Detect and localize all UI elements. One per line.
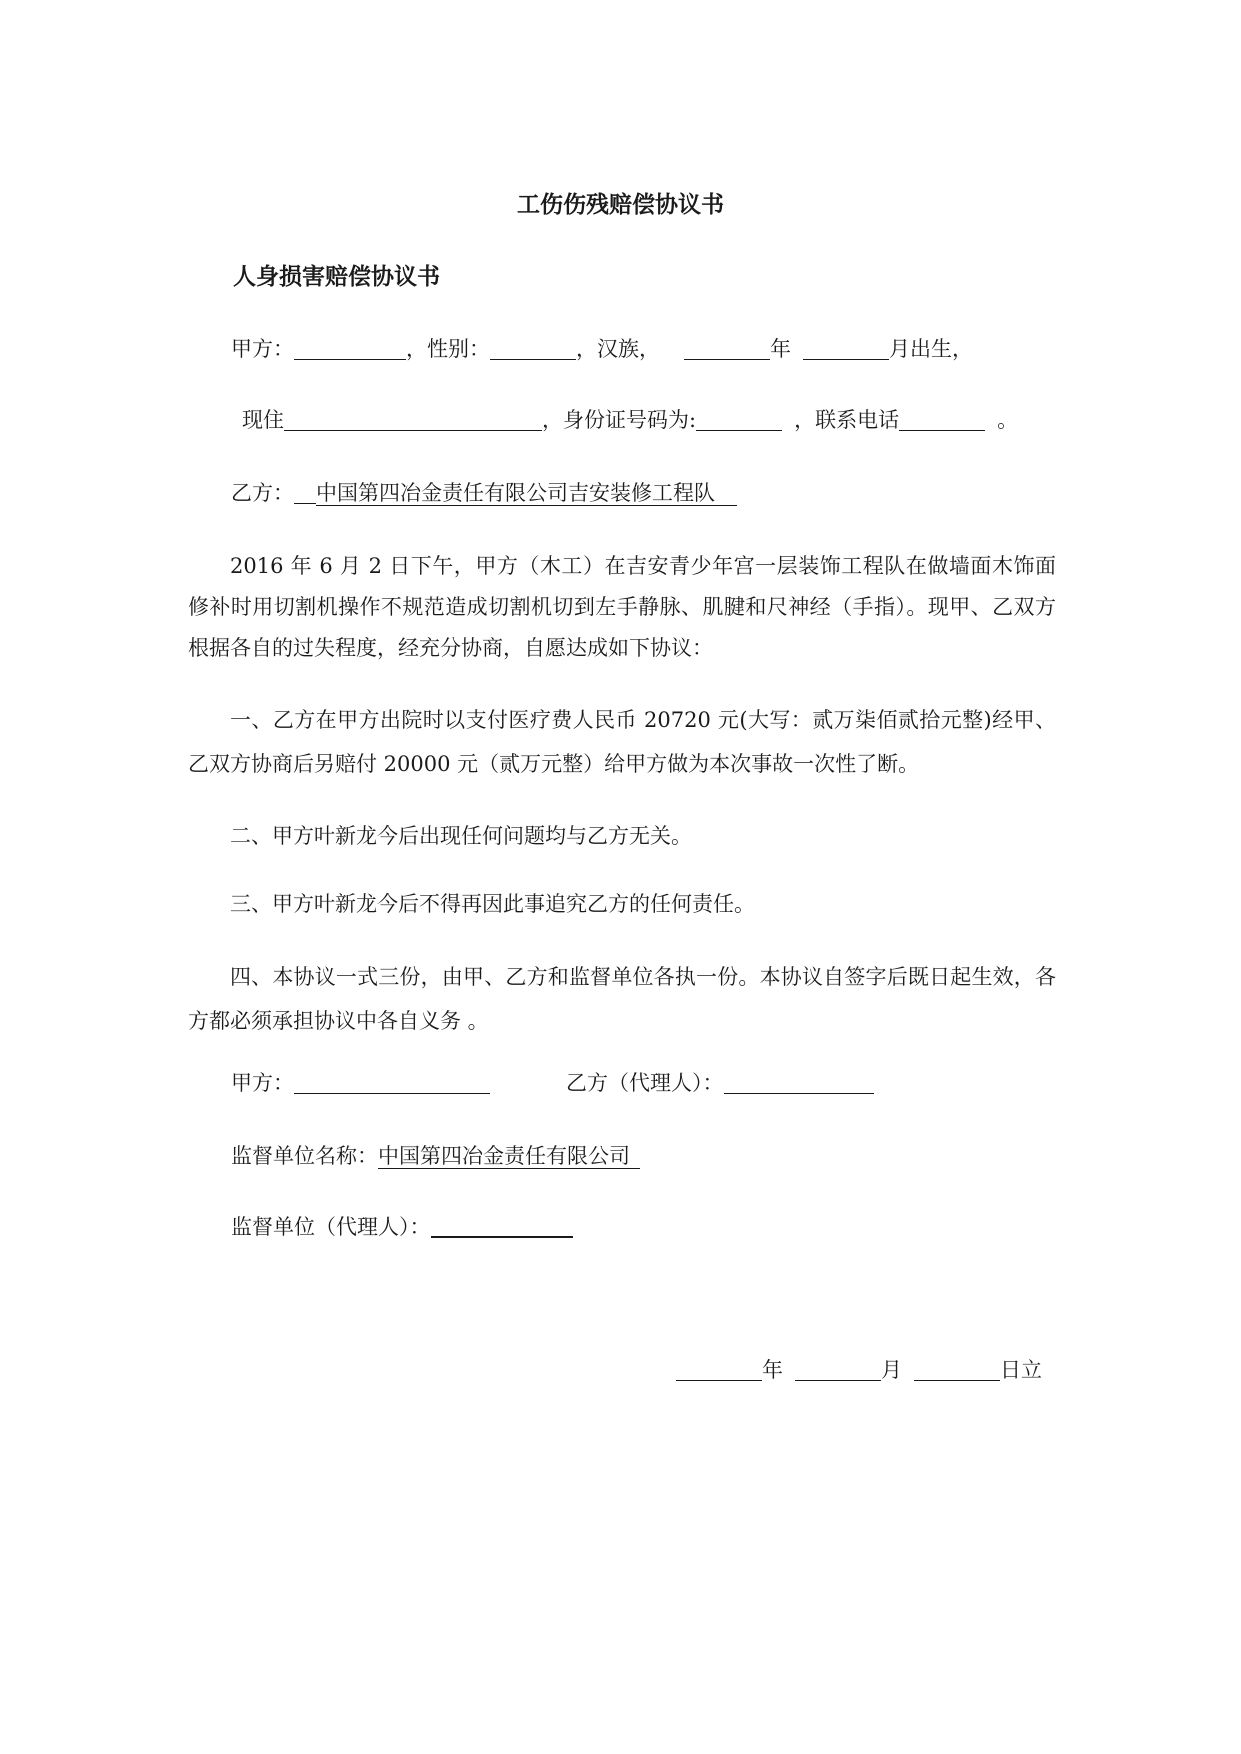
date-day-blank [914, 1358, 1000, 1381]
party-a-line [231, 334, 973, 364]
party-a-signature-line [231, 1068, 490, 1098]
supervisor-name-label: 监督单位名称： [231, 1144, 378, 1168]
document-title: 工伤伤残赔偿协议书 [517, 192, 724, 218]
clause-2: 二、甲方叶新龙今后出现任何问题均与乙方无关。 [230, 824, 692, 848]
id-number-blank [696, 408, 782, 431]
date-day-label: 日立 [1000, 1358, 1042, 1382]
date-line [676, 1355, 1042, 1385]
id-number-label: ，身份证号码为: [542, 408, 697, 432]
address-line-end: 。 [997, 408, 1019, 432]
address-blank [284, 408, 542, 431]
party-b-line [231, 478, 737, 508]
party-b-signature-blank [724, 1071, 874, 1094]
gender-label: ，性别： [406, 337, 490, 361]
gender-blank [490, 337, 576, 360]
date-year-label: 年 [762, 1358, 783, 1382]
party-b-value: 中国第四冶金责任有限公司吉安装修工程队 [316, 481, 737, 506]
address-line [242, 405, 1018, 435]
birth-month-blank [803, 337, 889, 360]
birth-month-label: 月出生， [889, 337, 973, 361]
birth-year-blank [684, 337, 770, 360]
clause-3: 三、甲方叶新龙今后不得再因此事追究乙方的任何责任。 [230, 892, 755, 916]
supervisor-agent-line [231, 1212, 573, 1242]
phone-blank [899, 408, 985, 431]
party-b-signature-line [566, 1068, 874, 1098]
supervisor-agent-label: 监督单位（代理人）： [231, 1215, 431, 1239]
date-month-label: 月 [881, 1358, 902, 1382]
supervisor-agent-blank [431, 1214, 573, 1238]
phone-label: ，联系电话 [794, 408, 900, 432]
party-a-label: 甲方： [231, 337, 294, 361]
birth-year-label: 年 [770, 337, 791, 361]
intro-paragraph: 2016 年 6 月 2 日下午，甲方（木工）在吉安青少年宫一层装饰工程队在做墙面木饰面修补时用切割机操作不规范造成切割机切到左手静脉、肌腱和尺神经（手指）。现甲、乙双方根据各自的过失程度，经充分协商，自愿达成如下协议： [188, 554, 1056, 660]
party-a-name-blank [294, 337, 406, 360]
supervisor-name-value: 中国第四冶金责任有限公司 [378, 1144, 640, 1169]
date-year-blank [676, 1358, 762, 1381]
party-b-signature-label: 乙方（代理人）： [566, 1071, 724, 1095]
party-b-label: 乙方： [231, 481, 294, 505]
date-month-blank [795, 1358, 881, 1381]
clause-1: 一、乙方在甲方出院时以支付医疗费人民币 20720 元(大写：贰万柒佰贰拾元整)经甲、乙双方协商后另赔付 20000 元（贰万元整）给甲方做为本次事故一次性了断。 [188, 708, 1056, 776]
party-a-signature-label: 甲方： [231, 1071, 294, 1095]
document-subtitle: 人身损害赔偿协议书 [233, 264, 440, 290]
clause-4: 四、本协议一式三份，由甲、乙方和监督单位各执一份。本协议自签字后既日起生效，各方都必须承担协议中各自义务 。 [188, 965, 1056, 1033]
supervisor-name-line [231, 1141, 640, 1171]
ethnicity-label: ，汉族， [576, 337, 660, 361]
party-a-signature-blank [294, 1071, 490, 1094]
address-label: 现住 [242, 408, 284, 432]
